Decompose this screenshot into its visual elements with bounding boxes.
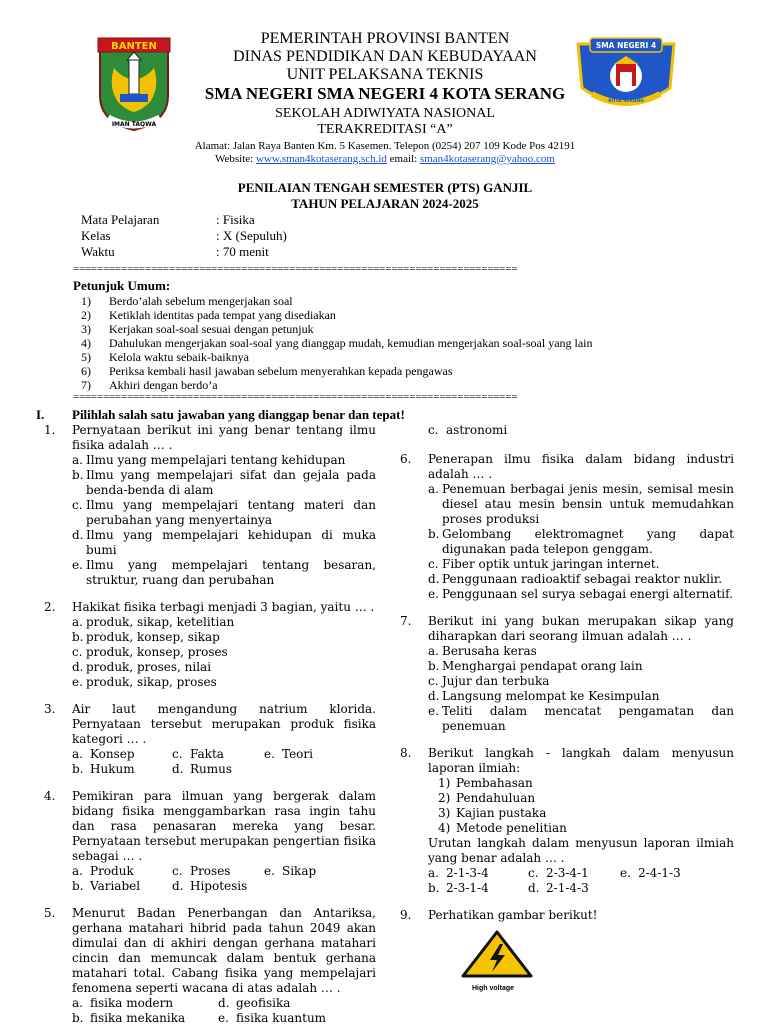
email-link[interactable]: sman4kotaserang@yahoo.com: [419, 153, 555, 165]
option-c[interactable]: c. Jujur dan terbuka: [428, 674, 550, 688]
option-c[interactable]: c. produk, konsep, proses: [72, 645, 228, 659]
option-e[interactable]: e. produk, sikap, proses: [72, 675, 217, 689]
instruction-item: 4) Dahulukan mengerjakan soal-soal yang dianggap mudah, kemudian mengerjakan soal-soal yang lain: [81, 336, 593, 350]
school-name: SMA NEGERI SMA NEGERI 4 KOTA SERANG: [204, 84, 566, 103]
contact-line: [160, 153, 610, 166]
option-b[interactable]: b. Ilmu yang mempelajari sifat dan gejala pada benda-benda di alam: [72, 468, 376, 497]
separator-top: ==========================================================================: [73, 263, 518, 275]
question-5: [44, 906, 376, 1024]
section-title: Pilihlah salah satu jawaban yang dianggap benar dan tepat!: [72, 407, 405, 422]
question-stem: Air laut mengandung natrium klorida. Pernyataan tersebut merupakan produk fisika kategori … .: [72, 702, 376, 746]
question-stem: Menurut Badan Penerbangan dan Antariksa, gerhana matahari hibrid pada tahun 2049 akan dimulai dan di akhiri dengan gerhana matahari cincin dan memuncak dalam bentuk gerhana matahari total. Cabang fisika yang mempelajari fenomena seperti wacana di atas adalah … .: [72, 906, 376, 995]
question-6: [400, 452, 734, 602]
question-9: [400, 908, 734, 996]
high-voltage-warning-icon: [460, 929, 534, 979]
question-number: 1.: [44, 423, 56, 437]
question-2: [44, 600, 376, 690]
instruction-item: 2) Ketiklah identitas pada tempat yang disediakan: [81, 308, 336, 322]
meta-value: : 70 menit: [216, 244, 269, 259]
question-number: 6.: [400, 452, 412, 466]
email-label: email:: [386, 153, 420, 165]
question-number: 2.: [44, 600, 56, 614]
question-stem: Berikut ini yang bukan merupakan sikap yang diharapkan dari seorang ilmuan adalah … .: [428, 614, 734, 643]
letterhead-text: [160, 30, 610, 166]
section-heading: [36, 407, 736, 423]
gov-line-3: UNIT PELAKSANA TEKNIS: [286, 66, 484, 83]
question-8: [400, 746, 734, 896]
instructions-title: Petunjuk Umum:: [73, 278, 171, 293]
option-c[interactable]: c. 2-3-4-1: [528, 866, 589, 880]
school-address: Alamat: Jalan Raya Banten Km. 5 Kasemen. Telepon (0254) 207 109 Kode Pos 42191: [194, 140, 576, 152]
option-d[interactable]: d. Penggunaan radioaktif sebagai reaktor nuklir.: [428, 572, 723, 586]
question-number: 7.: [400, 614, 412, 628]
instructions-list: [81, 294, 693, 392]
question-stem: Berikut langkah - langkah dalam menyusun laporan ilmiah:: [428, 746, 734, 775]
step-item: 2) Pendahuluan: [438, 791, 536, 805]
option-b[interactable]: b. Menghargai pendapat orang lain: [428, 659, 643, 673]
instruction-item: 1) Berdo’alah sebelum mengerjakan soal: [81, 294, 293, 308]
option-d[interactable]: d. Ilmu yang mempelajari kehidupan di muka bumi: [72, 528, 376, 557]
option-a[interactable]: a. Penemuan berbagai jenis mesin, semisal mesin diesel atau mesin bensin untuk memudahkan proses produksi: [428, 482, 734, 526]
question-3: [44, 702, 376, 777]
exam-title-line-1: PENILAIAN TENGAH SEMESTER (PTS) GANJIL: [237, 180, 533, 195]
option-e[interactable]: e. Teliti dalam mencatat pengamatan dan penemuan: [428, 704, 734, 733]
logo-left-motto: IMAN TAQWA: [111, 121, 157, 128]
logo-left-banner: BANTEN: [111, 41, 157, 52]
question-stem-2: Urutan langkah dalam menyusun laporan ilmiah yang benar adalah … .: [428, 836, 734, 865]
exam-title-line-2: TAHUN PELAJARAN 2024-2025: [291, 196, 479, 211]
option-e[interactable]: e. Penggunaan sel surya sebagai energi alternatif.: [428, 587, 733, 601]
option-e[interactable]: e. Sikap: [264, 864, 317, 878]
website-label: Website:: [215, 153, 256, 165]
option-a[interactable]: a. 2-1-3-4: [428, 866, 489, 880]
question-stem: Penerapan ilmu fisika dalam bidang industri adalah … .: [428, 452, 734, 481]
meta-key: Waktu: [81, 244, 115, 259]
image-caption: High voltage: [472, 985, 515, 992]
question-stem: Pemikiran para ilmuan yang bergerak dalam bidang fisika menggambarkan rasa ingin tahu dan rasa penasaran mereka yang besar. Pernyataan tersebut merupakan pengertian fisika sebagai … .: [72, 789, 376, 863]
logo-right-sub: KOTA SERANG: [608, 99, 644, 104]
option-b[interactable]: b. Variabel: [72, 879, 141, 893]
option-e[interactable]: e. 2-4-1-3: [620, 866, 681, 880]
option-a[interactable]: a. Berusaha keras: [428, 644, 537, 658]
option-e[interactable]: e. Ilmu yang mempelajari tentang besaran, struktur, ruang dan perubahan: [72, 558, 376, 587]
question-stem: Hakikat fisika terbagi menjadi 3 bagian, yaitu … .: [72, 600, 375, 614]
option-a[interactable]: a. Produk: [72, 864, 134, 878]
option-a[interactable]: a. produk, sikap, ketelitian: [72, 615, 235, 629]
question-number: 4.: [44, 789, 56, 803]
question-4: [44, 789, 376, 894]
instruction-item: 6) Periksa kembali hasil jawaban sebelum menyerahkan kepada pengawas: [81, 364, 453, 378]
step-item: 1) Pembahasan: [438, 776, 533, 790]
option-b[interactable]: b. fisika mekanika: [72, 1011, 186, 1024]
option-d[interactable]: d. 2-1-4-3: [528, 881, 589, 895]
option-d[interactable]: d. Langsung melompat ke Kesimpulan: [428, 689, 660, 703]
school-accreditation: TERAKREDITASI “A”: [317, 122, 453, 137]
question-1: [44, 423, 376, 588]
option-b[interactable]: b. produk, konsep, sikap: [72, 630, 220, 644]
section-number: I.: [36, 407, 45, 422]
option-c[interactable]: c. Fiber optik untuk jaringan internet.: [428, 557, 660, 571]
exam-meta: [81, 212, 287, 260]
separator-bottom: ==========================================================================: [73, 391, 518, 403]
questions-right-column: [400, 423, 734, 996]
step-item: 4) Metode penelitian: [438, 821, 567, 835]
questions-left-column: [44, 423, 376, 1024]
option-a[interactable]: a. Ilmu yang mempelajari tentang kehidupan: [72, 453, 346, 467]
general-instructions: [73, 278, 693, 392]
option-b[interactable]: b. Hukum: [72, 762, 135, 776]
letterhead: [0, 0, 768, 170]
question-7: [400, 614, 734, 734]
meta-value: : Fisika: [216, 212, 255, 227]
meta-row-class: [81, 228, 287, 244]
instruction-item: 5) Kelola waktu sebaik-baiknya: [81, 350, 249, 364]
gov-line-1: PEMERINTAH PROVINSI BANTEN: [260, 30, 510, 47]
option-c[interactable]: c. Proses: [172, 864, 231, 878]
meta-key: Mata Pelajaran: [81, 212, 160, 227]
option-d[interactable]: d. Hipotesis: [172, 879, 248, 893]
option-a[interactable]: a. fisika modern: [72, 996, 174, 1010]
question-stem: Perhatikan gambar berikut!: [428, 908, 598, 922]
option-e[interactable]: e. Teori: [264, 747, 313, 761]
option-d[interactable]: d. produk, proses, nilai: [72, 660, 212, 674]
report-steps-list: [438, 776, 734, 836]
step-item: 3) Kajian pustaka: [438, 806, 547, 820]
question-stem: Pernyataan berikut ini yang benar tentang ilmu fisika adalah … .: [72, 423, 376, 452]
option-c[interactable]: c. Fakta: [172, 747, 224, 761]
instruction-item: 7) Akhiri dengan berdo’a: [81, 378, 218, 392]
option-d[interactable]: d. Rumus: [172, 762, 233, 776]
option-e[interactable]: e. fisika kuantum: [218, 1011, 327, 1024]
meta-value: : X (Sepuluh): [216, 228, 287, 243]
question-number: 8.: [400, 746, 412, 760]
option-c[interactable]: c. astronomi: [428, 423, 508, 437]
meta-row-subject: [81, 212, 287, 228]
logo-right-banner: SMA NEGERI 4: [595, 41, 657, 50]
meta-key: Kelas: [81, 228, 111, 243]
question-number: 9.: [400, 908, 412, 922]
question-number: 3.: [44, 702, 56, 716]
school-motto-1: SEKOLAH ADIWIYATA NASIONAL: [275, 106, 495, 121]
option-b[interactable]: b. Gelombang elektromagnet yang dapat digunakan pada telepon genggam.: [428, 527, 734, 556]
question-5-continued: [400, 423, 734, 438]
website-link[interactable]: www.sman4kotaserang.sch.id: [255, 153, 387, 165]
question-number: 5.: [44, 906, 56, 920]
option-c[interactable]: c. Ilmu yang mempelajari tentang materi dan perubahan yang menyertainya: [72, 498, 376, 527]
option-a[interactable]: a. Konsep: [72, 747, 135, 761]
option-d[interactable]: d. geofisika: [218, 996, 291, 1010]
option-b[interactable]: b. 2-3-1-4: [428, 881, 489, 895]
meta-row-time: [81, 244, 287, 260]
exam-title: [160, 180, 610, 212]
gov-line-2: DINAS PENDIDIKAN DAN KEBUDAYAAN: [233, 48, 537, 65]
instruction-item: 3) Kerjakan soal-soal sesuai dengan petunjuk: [81, 322, 314, 336]
